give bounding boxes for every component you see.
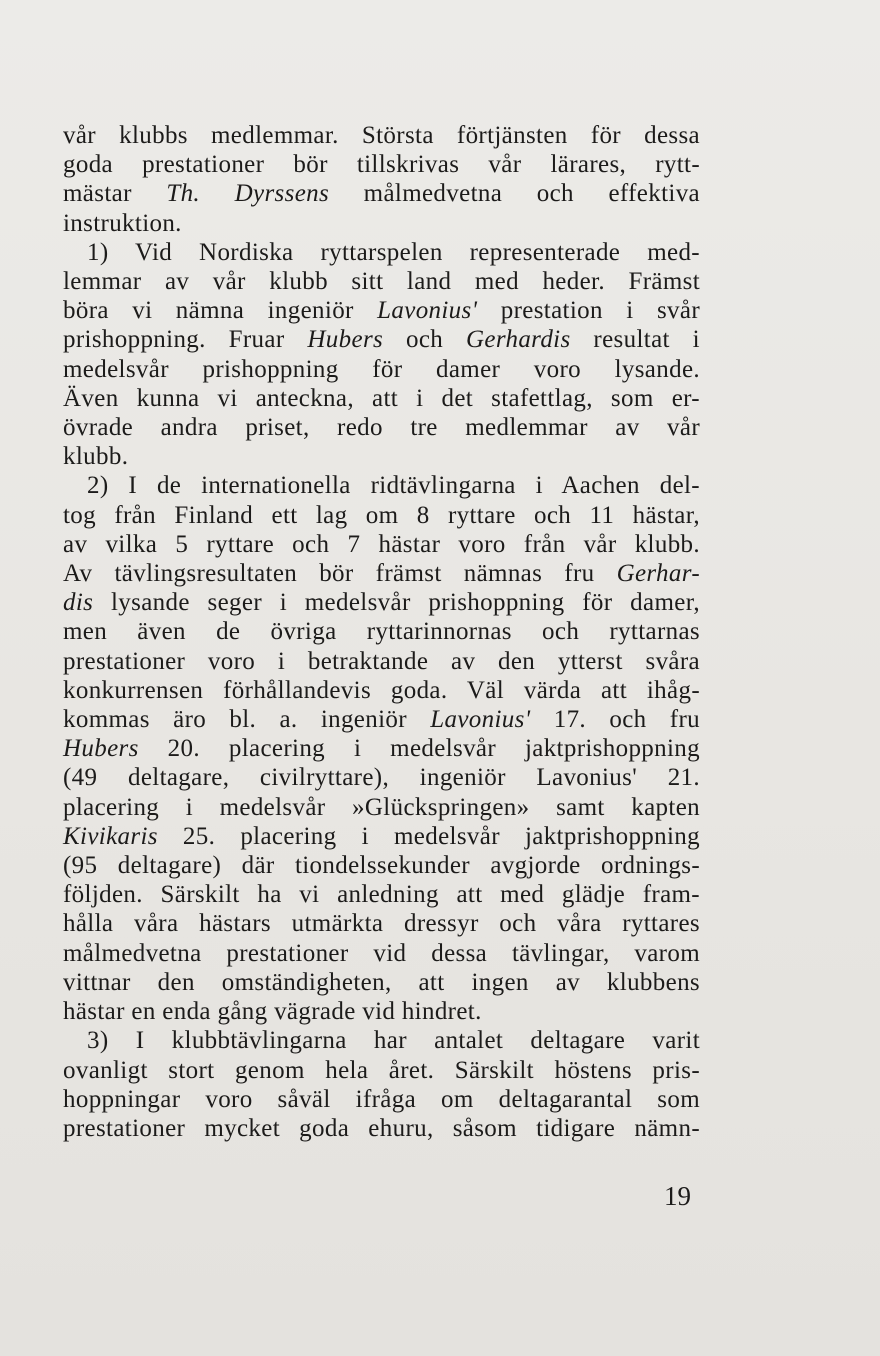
text-line: [63, 325, 700, 354]
text-segment: placering i medelsvår »Glückspringen» samt kapten: [63, 793, 700, 821]
text-line: [63, 997, 700, 1026]
text-line: [63, 384, 700, 413]
text-segment: hålla våra hästars utmärkta dressyr och våra ryttares: [63, 910, 700, 938]
text-segment: konkurrensen förhållandevis goda. Väl värda att ihåg-: [63, 676, 700, 704]
text-segment: 3) I klubbtävlingarna har antalet deltagare varit: [87, 1027, 700, 1055]
text-line: [63, 793, 700, 822]
text-line: [63, 851, 700, 880]
text-segment: övrade andra priset, redo tre medlemmar av vår: [63, 414, 700, 442]
text-segment: tog från Finland ett lag om 8 ryttare och 11 hästar,: [63, 501, 700, 529]
text-segment: (95 deltagare) där tiondelssekunder avgjorde ordnings-: [63, 852, 700, 880]
text-segment: prestationer voro i betraktande av den ytterst svåra: [63, 647, 700, 675]
text-line: [63, 822, 700, 851]
text-segment: klubb.: [63, 443, 129, 471]
text-segment: och: [383, 326, 466, 354]
text-line: [63, 355, 700, 384]
text-segment: prestationer mycket goda ehuru, såsom tidigare nämn-: [63, 1114, 700, 1142]
italic-name: Gerhar-: [616, 560, 700, 588]
italic-name: Kivikaris: [63, 822, 158, 850]
text-segment: resultat i: [570, 326, 700, 354]
text-segment: mästar: [63, 180, 167, 208]
italic-name: Lavonius': [377, 297, 478, 325]
text-segment: 25. placering i medelsvår jaktprishoppning: [157, 822, 700, 850]
text-line: [63, 1056, 700, 1085]
text-line: [63, 530, 700, 559]
text-segment: prestation i svår: [477, 297, 700, 325]
text-line: [63, 763, 700, 792]
text-line: [63, 880, 700, 909]
text-segment: (49 deltagare, civilryttare), ingeniör Lavonius' 21.: [63, 764, 700, 792]
text-line: [63, 1114, 700, 1143]
text-line: [63, 647, 700, 676]
text-line: [63, 734, 700, 763]
text-line: [63, 909, 700, 938]
text-segment: Av tävlingsresultaten bör främst nämnas fru: [63, 560, 617, 588]
text-line: [63, 150, 700, 179]
paragraph-start-line: [63, 1026, 700, 1055]
text-segment: 17. och fru: [530, 706, 700, 734]
text-line: [63, 209, 700, 238]
text-segment: lysande seger i medelsvår prishoppning för damer,: [93, 589, 700, 617]
text-segment: böra vi nämna ingeniör: [63, 297, 378, 325]
italic-name: Hubers: [307, 326, 384, 354]
italic-name: Lavonius': [430, 706, 531, 734]
text-line: [63, 413, 700, 442]
italic-name: Th. Dyrssens: [166, 180, 330, 208]
text-segment: medelsvår prishoppning för damer voro lysande.: [63, 355, 700, 383]
text-line: [63, 939, 700, 968]
text-segment: vår klubbs medlemmar. Största förtjänsten för dessa: [63, 122, 700, 149]
text-line: [63, 296, 700, 325]
body-text: [63, 121, 700, 1143]
text-line: [63, 121, 700, 150]
text-line: [63, 442, 700, 471]
text-line: [63, 588, 700, 617]
text-segment: instruktion.: [63, 209, 182, 237]
paragraph-start-line: [63, 471, 700, 500]
text-segment: hoppningar voro såväl ifråga om deltagarantal som: [63, 1085, 700, 1113]
text-segment: hästar en enda gång vägrade vid hindret.: [63, 998, 482, 1026]
text-segment: prishoppning. Fruar: [63, 326, 308, 354]
text-segment: målmedvetna och effektiva: [329, 180, 700, 208]
text-segment: målmedvetna prestationer vid dessa tävlingar, varom: [63, 939, 700, 967]
paragraph-start-line: [63, 238, 700, 267]
text-line: [63, 559, 700, 588]
text-segment: 1) Vid Nordiska ryttarspelen representerade med-: [87, 238, 700, 266]
text-segment: 2) I de internationella ridtävlingarna i Aachen del-: [87, 472, 700, 500]
text-segment: 20. placering i medelsvår jaktprishoppning: [138, 735, 700, 763]
text-segment: Även kunna vi anteckna, att i det stafettlag, som er-: [63, 384, 700, 412]
text-segment: ovanligt stort genom hela året. Särskilt höstens pris-: [63, 1056, 700, 1084]
text-line: [63, 267, 700, 296]
italic-name: Gerhardis: [466, 326, 571, 354]
text-segment: men även de övriga ryttarinnornas och ryttarnas: [63, 618, 700, 646]
text-line: [63, 705, 700, 734]
text-segment: följden. Särskilt ha vi anledning att med glädje fram-: [63, 881, 700, 909]
text-line: [63, 501, 700, 530]
text-segment: av vilka 5 ryttare och 7 hästar voro från vår klubb.: [63, 530, 700, 558]
text-line: [63, 617, 700, 646]
text-segment: vittnar den omständigheten, att ingen av klubbens: [63, 968, 700, 996]
text-segment: goda prestationer bör tillskrivas vår lärares, rytt-: [63, 151, 700, 179]
text-segment: kommas äro bl. a. ingeniör: [63, 706, 431, 734]
text-line: [63, 676, 700, 705]
text-line: [63, 1085, 700, 1114]
text-line: [63, 968, 700, 997]
text-segment: lemmar av vår klubb sitt land med heder. Främst: [63, 268, 700, 296]
text-line: [63, 179, 700, 208]
italic-name: dis: [63, 589, 94, 617]
italic-name: Hubers: [63, 735, 139, 763]
page-number: 19: [664, 1181, 691, 1211]
